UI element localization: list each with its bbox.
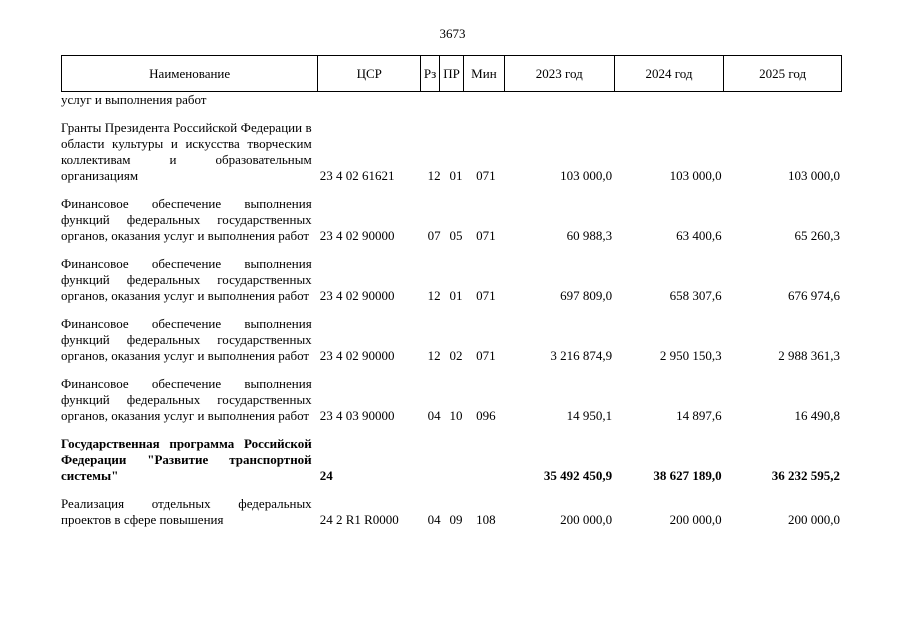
cell-y2025: 16 490,8: [794, 408, 840, 423]
cell-y2023: 103 000,0: [560, 168, 613, 183]
table-body: [61, 92, 842, 528]
cell-y2025: 36 232 595,2: [771, 468, 840, 483]
header-name: Наименование: [149, 65, 231, 81]
header-min: Мин: [463, 56, 504, 91]
cell-y2025: 676 974,6: [787, 288, 840, 303]
table-row: [61, 120, 842, 184]
cell-y2024: 2 950 150,3: [659, 348, 722, 363]
cell-name: Финансовое обеспечение выполнения функций федеральных государственных органов, оказания услуг и выполнения работ: [61, 376, 312, 423]
table-row: [61, 436, 842, 484]
cell-y2025: 65 260,3: [794, 228, 840, 243]
cell-name: Государственная программа Российской Федерации "Развитие транспортной системы": [61, 436, 312, 483]
header-rz: Рз: [420, 56, 439, 91]
cell-rz: 12: [427, 168, 441, 183]
table-row: [61, 316, 842, 364]
cell-pr: 02: [449, 348, 463, 363]
cell-rz: 12: [427, 288, 441, 303]
table-row: [61, 496, 842, 528]
cell-y2024: 14 897,6: [676, 408, 722, 423]
header-pr: ПР: [439, 56, 463, 91]
cell-csr: 23 4 02 90000: [319, 288, 395, 303]
cell-y2025: 200 000,0: [787, 512, 840, 527]
cell-y2023: 3 216 874,9: [550, 348, 613, 363]
cell-name: Реализация отдельных федеральных проектов в сфере повышения: [61, 496, 312, 527]
cell-csr: 23 4 03 90000: [319, 408, 395, 423]
cell-name: Финансовое обеспечение выполнения функций федеральных государственных органов, оказания услуг и выполнения работ: [61, 316, 312, 363]
header-2023: 2023 год: [504, 56, 614, 91]
cell-pr: 05: [449, 228, 463, 243]
cell-y2023: 200 000,0: [560, 512, 613, 527]
cell-name: Финансовое обеспечение выполнения функций федеральных государственных органов, оказания услуг и выполнения работ: [61, 196, 312, 243]
cell-csr: 23 4 02 90000: [319, 228, 395, 243]
cell-pr: 10: [449, 408, 463, 423]
table-row: [61, 256, 842, 304]
cell-csr: 24: [319, 468, 333, 483]
cell-min: 071: [476, 288, 496, 303]
cell-rz: 04: [427, 512, 441, 527]
cell-y2023: 697 809,0: [560, 288, 613, 303]
cell-y2023: 60 988,3: [566, 228, 613, 243]
table-row: [61, 376, 842, 424]
cell-rz: 04: [427, 408, 441, 423]
cell-min: 071: [476, 348, 496, 363]
cell-rz: 07: [427, 228, 441, 243]
cell-y2023: 14 950,1: [566, 408, 613, 423]
cell-pr: 09: [449, 512, 463, 527]
cell-y2024: 658 307,6: [669, 288, 722, 303]
cell-name: услуг и выполнения работ: [61, 92, 207, 107]
cell-y2024: 38 627 189,0: [653, 468, 722, 483]
cell-y2025: 2 988 361,3: [778, 348, 840, 363]
cell-y2024: 63 400,6: [676, 228, 722, 243]
table-header: [61, 55, 842, 92]
cell-pr: 01: [449, 168, 463, 183]
cell-min: 096: [476, 408, 496, 423]
cell-min: 108: [476, 512, 496, 527]
cell-csr: 23 4 02 61621: [319, 168, 395, 183]
cell-y2025: 103 000,0: [787, 168, 840, 183]
header-2024: 2024 год: [614, 56, 724, 91]
cell-rz: 12: [427, 348, 441, 363]
cell-min: 071: [476, 168, 496, 183]
table-row: [61, 92, 842, 108]
page-number: 3673: [439, 26, 466, 41]
cell-y2024: 103 000,0: [669, 168, 722, 183]
cell-csr: 24 2 R1 R0000: [319, 512, 399, 527]
cell-csr: 23 4 02 90000: [319, 348, 395, 363]
header-2025: 2025 год: [723, 56, 841, 91]
cell-name: Гранты Президента Российской Федерации в области культуры и искусства творческим коллективам и образовательным организациям: [61, 120, 312, 183]
cell-y2023: 35 492 450,9: [543, 468, 613, 483]
header-csr: ЦСР: [317, 56, 420, 91]
cell-y2024: 200 000,0: [669, 512, 722, 527]
cell-name: Финансовое обеспечение выполнения функций федеральных государственных органов, оказания услуг и выполнения работ: [61, 256, 312, 303]
table-row: [61, 196, 842, 244]
cell-pr: 01: [449, 288, 463, 303]
cell-min: 071: [476, 228, 496, 243]
